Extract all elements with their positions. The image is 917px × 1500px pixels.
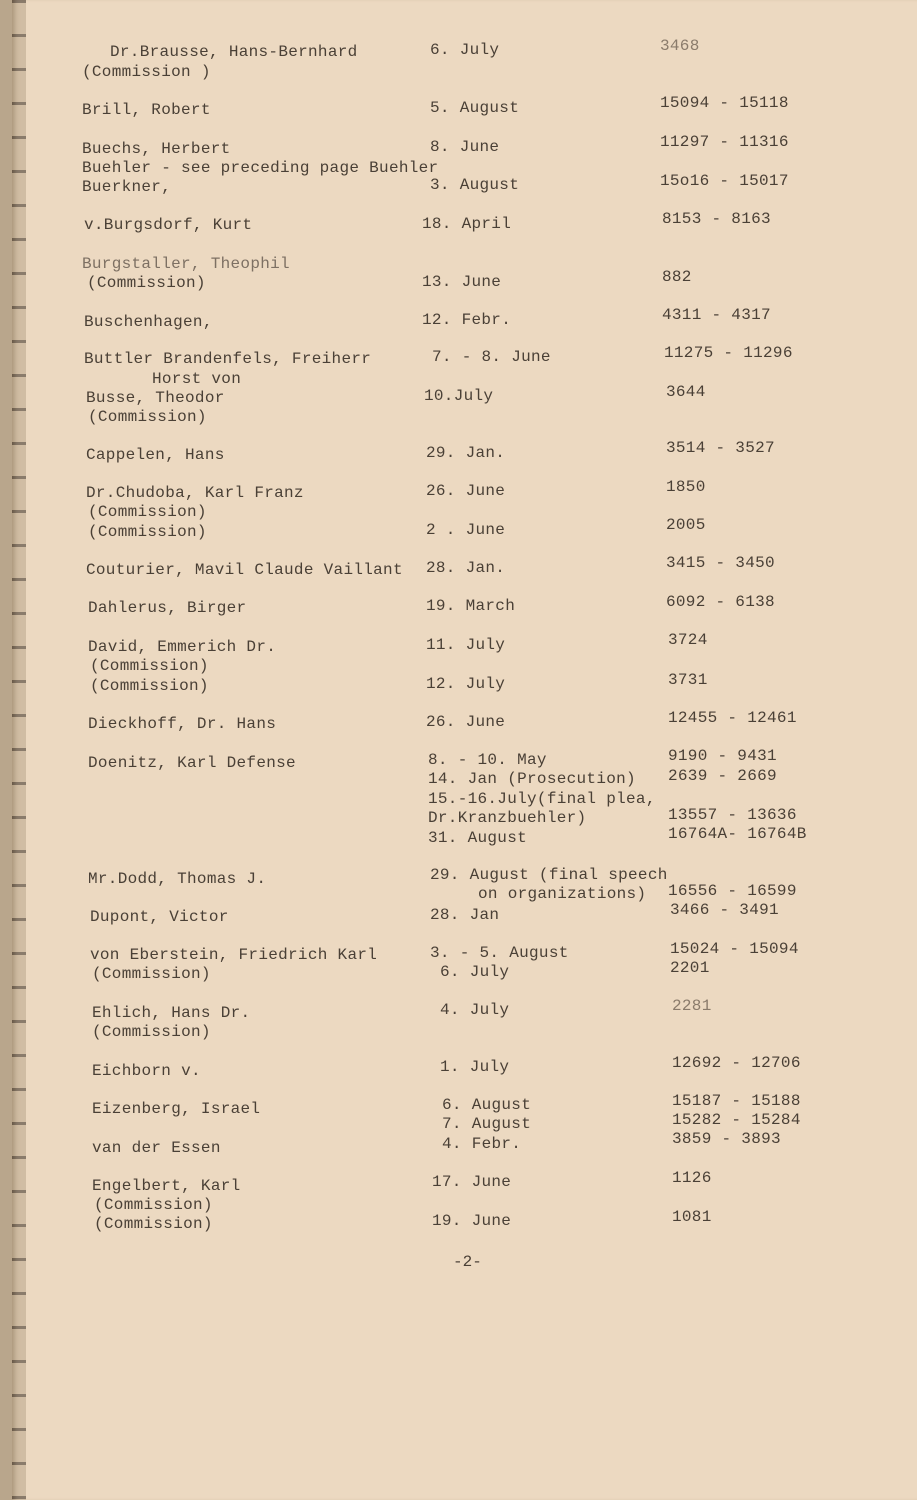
entry-pages: 15282 - 15284 bbox=[672, 1111, 801, 1129]
entry-date: 13. June bbox=[422, 273, 502, 291]
entry-pages: 1081 bbox=[672, 1208, 712, 1226]
entry-name: Dupont, Victor bbox=[90, 908, 229, 926]
entry-date: 14. Jan (Prosecution) bbox=[428, 770, 636, 788]
entry-date: 12. Febr. bbox=[422, 311, 512, 329]
entry-pages: 3415 - 3450 bbox=[666, 554, 775, 572]
entry-pages: 2281 bbox=[672, 997, 712, 1015]
entry-name: Buehler - see preceding page Buehler bbox=[82, 159, 439, 177]
entry-pages: 1850 bbox=[666, 478, 706, 496]
entry-pages: 11297 - 11316 bbox=[660, 133, 789, 151]
entry-name: Buechs, Herbert bbox=[82, 140, 231, 158]
entry-date: 3. August bbox=[430, 176, 520, 194]
entry-date: 3. - 5. August bbox=[430, 944, 569, 962]
entry-pages: 6092 - 6138 bbox=[666, 593, 775, 611]
entry-date: 19. June bbox=[432, 1212, 512, 1230]
entry-name: Buerkner, bbox=[82, 178, 172, 196]
entry-name: Eizenberg, Israel bbox=[92, 1100, 261, 1118]
entry-date: 7. - 8. June bbox=[432, 348, 551, 366]
entry-name: Engelbert, Karl bbox=[92, 1177, 241, 1195]
entry-name: von Eberstein, Friedrich Karl bbox=[90, 946, 378, 964]
entry-date: 15.-16.July(final plea, bbox=[428, 790, 656, 808]
entry-name: Buschenhagen, bbox=[84, 313, 213, 331]
entry-pages: 12692 - 12706 bbox=[672, 1054, 801, 1072]
entry-date: 8. June bbox=[430, 138, 500, 156]
entry-date: 17. June bbox=[432, 1173, 512, 1191]
entry-pages: 3514 - 3527 bbox=[666, 439, 775, 457]
entry-pages: 3859 - 3893 bbox=[672, 1130, 781, 1148]
entry-pages: 1126 bbox=[672, 1169, 712, 1187]
entry-date: on organizations) bbox=[478, 885, 647, 903]
entry-name: (Commission) bbox=[90, 657, 209, 675]
entry-date: 5. August bbox=[430, 99, 520, 117]
entry-date: 28. Jan. bbox=[426, 559, 506, 577]
page-number: -2- bbox=[453, 1253, 482, 1271]
entry-name: Burgstaller, Theophil bbox=[82, 255, 290, 273]
entry-date: 6. July bbox=[430, 41, 500, 59]
entry-date: 11. July bbox=[426, 636, 506, 654]
entry-name: Eichborn v. bbox=[92, 1062, 201, 1080]
entry-name: v.Burgsdorf, Kurt bbox=[84, 216, 253, 234]
entry-date: Dr.Kranzbuehler) bbox=[428, 809, 587, 827]
entry-name: (Commission) bbox=[88, 523, 207, 541]
entry-date: 26. June bbox=[426, 713, 506, 731]
entry-pages: 3468 bbox=[660, 37, 700, 55]
entry-name: (Commission) bbox=[88, 503, 207, 521]
entry-pages: 4311 - 4317 bbox=[662, 306, 771, 324]
entry-name: Busse, Theodor bbox=[86, 389, 225, 407]
entry-pages: 2639 - 2669 bbox=[668, 767, 777, 785]
entry-name: (Commission) bbox=[88, 408, 207, 426]
entry-date: 12. July bbox=[426, 675, 506, 693]
entry-pages: 2201 bbox=[670, 959, 710, 977]
entry-date: 18. April bbox=[422, 215, 512, 233]
entry-pages: 15094 - 15118 bbox=[660, 94, 789, 112]
entry-name: Doenitz, Karl Defense bbox=[88, 754, 296, 772]
entry-name: Brill, Robert bbox=[82, 101, 211, 119]
entry-pages: 15187 - 15188 bbox=[672, 1092, 801, 1110]
entry-name: Mr.Dodd, Thomas J. bbox=[88, 870, 267, 888]
entry-pages: 15024 - 15094 bbox=[670, 940, 799, 958]
entry-pages: 3644 bbox=[666, 383, 706, 401]
entry-pages: 12455 - 12461 bbox=[668, 709, 797, 727]
entry-pages: 15o16 - 15017 bbox=[660, 172, 789, 190]
entry-date: 1. July bbox=[440, 1058, 510, 1076]
entry-name: (Commission) bbox=[90, 677, 209, 695]
entry-date: 28. Jan bbox=[430, 906, 500, 924]
entry-name: Ehlich, Hans Dr. bbox=[92, 1004, 251, 1022]
entry-name: David, Emmerich Dr. bbox=[88, 638, 277, 656]
entry-date: 7. August bbox=[442, 1115, 532, 1133]
entry-date: 10.July bbox=[424, 387, 494, 405]
entry-date: 4. Febr. bbox=[442, 1135, 522, 1153]
entry-date: 19. March bbox=[426, 597, 516, 615]
entry-name: van der Essen bbox=[92, 1139, 221, 1157]
entry-date: 29. August (final speech bbox=[430, 866, 668, 884]
entry-pages: 3724 bbox=[668, 631, 708, 649]
entry-pages: 3731 bbox=[668, 671, 708, 689]
entry-pages: 11275 - 11296 bbox=[664, 344, 793, 362]
entry-pages: 13557 - 13636 bbox=[668, 806, 797, 824]
entry-date: 2 . June bbox=[426, 521, 506, 539]
entry-name: Couturier, Mavil Claude Vaillant bbox=[86, 561, 403, 579]
entry-name: (Commission) bbox=[87, 274, 206, 292]
entry-name: Cappelen, Hans bbox=[86, 446, 225, 464]
entry-date: 4. July bbox=[440, 1001, 510, 1019]
entry-pages: 16764A- 16764B bbox=[668, 825, 807, 843]
entry-name: Buttler Brandenfels, Freiherr bbox=[84, 350, 372, 368]
entry-name: (Commission) bbox=[94, 1196, 213, 1214]
entry-date: 6. July bbox=[440, 963, 510, 981]
entry-name: (Commission ) bbox=[82, 63, 211, 81]
entry-date: 31. August bbox=[428, 829, 528, 847]
entry-pages: 8153 - 8163 bbox=[662, 210, 771, 228]
entry-pages: 3466 - 3491 bbox=[670, 901, 779, 919]
entry-name: (Commission) bbox=[92, 1023, 211, 1041]
entry-name: Dr.Brausse, Hans-Bernhard bbox=[110, 43, 358, 61]
entry-name: (Commission) bbox=[94, 1215, 213, 1233]
entry-pages: 9190 - 9431 bbox=[668, 747, 777, 765]
torn-left-edge bbox=[12, 0, 26, 1500]
entry-pages: 2005 bbox=[666, 516, 706, 534]
entry-date: 8. - 10. May bbox=[428, 751, 547, 769]
entry-name: Dieckhoff, Dr. Hans bbox=[88, 715, 277, 733]
entry-pages: 882 bbox=[662, 268, 692, 286]
entry-date: 29. Jan. bbox=[426, 444, 506, 462]
entry-pages: 16556 - 16599 bbox=[668, 882, 797, 900]
entry-name: Dahlerus, Birger bbox=[88, 599, 247, 617]
entry-name: Horst von bbox=[152, 370, 242, 388]
entry-name: (Commission) bbox=[92, 965, 211, 983]
document-page bbox=[12, 0, 917, 1500]
entry-name: Dr.Chudoba, Karl Franz bbox=[86, 484, 304, 502]
entry-date: 6. August bbox=[442, 1096, 532, 1114]
entry-date: 26. June bbox=[426, 482, 506, 500]
